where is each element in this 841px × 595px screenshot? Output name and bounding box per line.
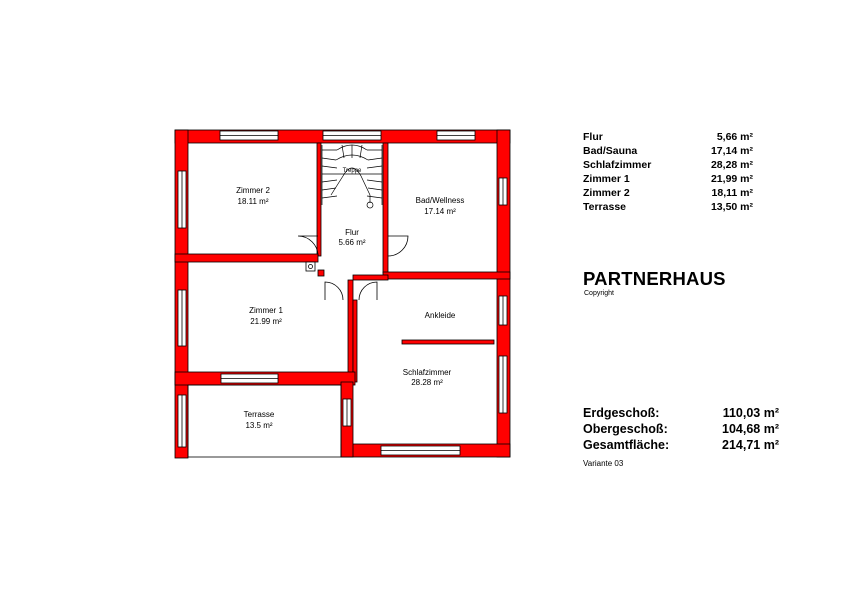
room-area-terrasse: 13.5 m² xyxy=(245,421,273,430)
area-label: Terrasse xyxy=(583,201,627,213)
area-label: Schlafzimmer xyxy=(583,159,652,171)
room-name-ankleide: Ankleide xyxy=(424,311,456,320)
room-name-zimmer1: Zimmer 1 xyxy=(249,306,283,315)
door-zimmer2 xyxy=(298,236,318,256)
room-area-schlafzimmer: 28.28 m² xyxy=(411,378,443,387)
room-area-bad: 17.14 m² xyxy=(424,207,456,216)
total-value: 214,71 m² xyxy=(722,438,779,452)
room-name-bad: Bad/Wellness xyxy=(415,196,465,205)
wall-schlaf-left xyxy=(353,300,357,382)
area-list xyxy=(583,130,753,214)
wall-stair-bad xyxy=(383,143,388,273)
total-row xyxy=(583,437,779,453)
area-totals xyxy=(583,405,779,453)
total-value: 104,68 m² xyxy=(722,422,779,436)
variant-label: Variante 03 xyxy=(583,459,624,468)
area-value: 5,66 m² xyxy=(716,131,753,143)
total-row xyxy=(583,421,779,437)
area-value: 13,50 m² xyxy=(710,201,753,213)
inner-walls xyxy=(175,143,510,457)
area-label: Bad/Sauna xyxy=(583,145,638,157)
door-zimmer1 xyxy=(325,282,343,300)
area-label: Zimmer 2 xyxy=(583,187,630,199)
room-area-flur: 5.66 m² xyxy=(338,238,366,247)
room-area-zimmer2: 18.11 m² xyxy=(237,197,269,206)
chimney-icon xyxy=(306,262,315,271)
total-label: Gesamtfläche: xyxy=(583,438,670,452)
room-name-zimmer2: Zimmer 2 xyxy=(236,186,270,195)
area-row xyxy=(583,158,753,172)
wall-bad-bottom xyxy=(383,272,510,279)
room-name-flur: Flur xyxy=(345,228,359,237)
area-value: 28,28 m² xyxy=(710,159,753,171)
room-name-terrasse: Terrasse xyxy=(243,410,275,419)
staircase xyxy=(322,145,382,208)
wall-zimmer2-bottom xyxy=(175,254,318,262)
wall-zimmer1-right xyxy=(348,280,353,375)
area-row xyxy=(583,200,753,214)
total-label: Obergeschoß: xyxy=(583,422,668,436)
wall-hall-bottom xyxy=(353,275,388,280)
brand-title: PARTNERHAUS xyxy=(583,268,726,289)
stair-label: Treppe xyxy=(342,168,362,174)
room-area-zimmer1: 21.99 m² xyxy=(250,317,282,326)
area-value: 21,99 m² xyxy=(710,173,753,185)
wall-ankleide xyxy=(402,340,494,344)
area-label: Flur xyxy=(583,131,603,143)
area-row xyxy=(583,186,753,200)
wall-flur-bottom-left xyxy=(318,270,324,276)
door-bad xyxy=(388,236,408,256)
total-label: Erdgeschoß: xyxy=(583,406,660,420)
area-label: Zimmer 1 xyxy=(583,173,630,185)
door-schlaf xyxy=(359,282,377,300)
room-name-schlafzimmer: Schlafzimmer xyxy=(402,368,452,377)
area-value: 17,14 m² xyxy=(710,145,753,157)
copyright-note: Copyright xyxy=(584,290,614,297)
total-row xyxy=(583,405,779,421)
area-row xyxy=(583,172,753,186)
total-value: 110,03 m² xyxy=(722,406,779,420)
area-row xyxy=(583,130,753,144)
area-row xyxy=(583,144,753,158)
wall-zimmer2-stair xyxy=(317,143,321,256)
area-value: 18,11 m² xyxy=(711,187,753,199)
